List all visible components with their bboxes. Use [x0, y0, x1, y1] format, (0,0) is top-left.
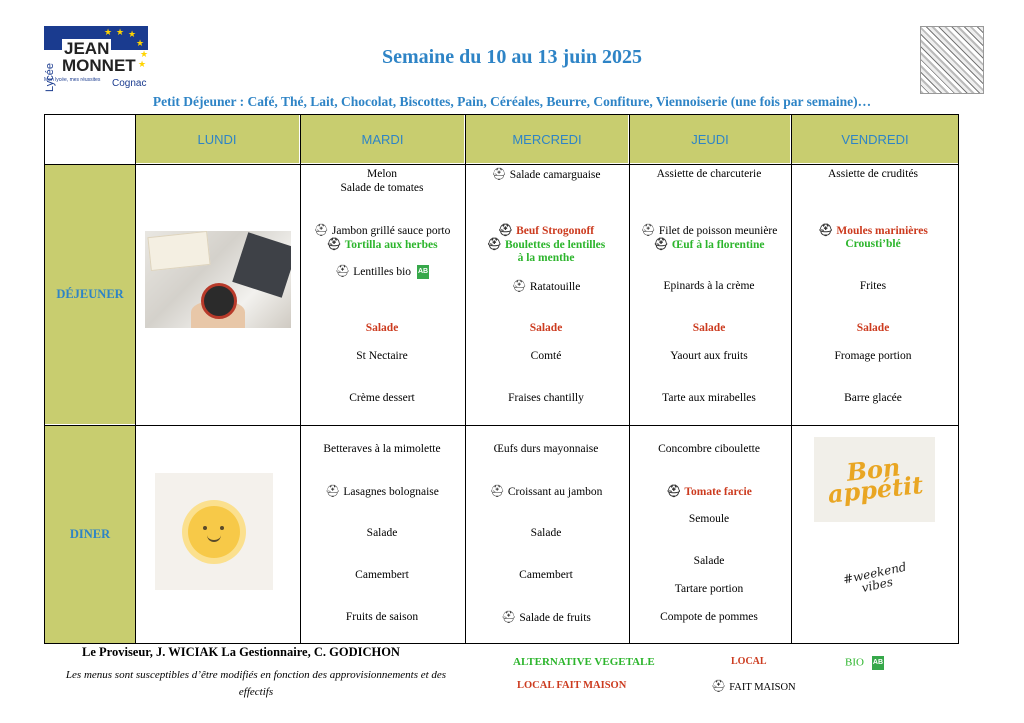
menu-item-local: Salade — [856, 322, 890, 334]
chef-hat-icon: ⛑ — [497, 223, 514, 237]
menu-item: Barre glacée — [844, 392, 902, 404]
star-icon: ★ — [138, 60, 147, 70]
sun-icon — [188, 506, 240, 558]
day-header-lundi: LUNDI — [135, 115, 299, 163]
chef-hat-icon: ⛑ — [711, 679, 727, 693]
menu-item: ⛑ Salade camarguaise — [491, 167, 601, 181]
menu-item: ⛑ Croissant au jambon — [489, 484, 603, 498]
menu-item: Fraises chantilly — [508, 392, 584, 404]
day-header-vendredi: VENDREDI — [792, 115, 958, 163]
signature-line: Le Proviseur, J. WICIAK La Gestionnaire, C. GODICHON — [82, 645, 400, 659]
legend-fait-maison: ⛑ FAIT MAISON — [711, 679, 796, 693]
divider — [45, 425, 958, 426]
menu-item: Compote de pommes — [660, 611, 758, 623]
chef-hat-icon: ⛑ — [326, 237, 342, 251]
menu-item: Frites — [859, 280, 887, 292]
bio-label-icon: AB — [417, 265, 429, 279]
row-label-dinner: DINER — [45, 426, 135, 643]
menu-item: ⛑ Ratatouille — [511, 279, 581, 293]
row-label-lunch: DÉJEUNER — [45, 165, 135, 424]
menu-item: ⛑ Filet de poisson meunière — [640, 223, 778, 237]
menu-item: Assiette de charcuterie — [656, 168, 762, 180]
word-cloud-thumbnail — [920, 26, 984, 94]
sun-eye — [203, 526, 207, 530]
menu-item-vegetal: ⛑ Boulettes de lentilles — [486, 237, 606, 251]
logo-vertical-text: Lycée — [44, 63, 56, 92]
menu-item: ⛑ Jambon grillé sauce porto — [313, 223, 451, 237]
sun-illustration — [155, 473, 273, 590]
weekend-vibes-image: #weekend vibes — [841, 559, 908, 595]
menu-item: Camembert — [355, 569, 409, 581]
logo-tagline: Mon lycée, mes réussites — [44, 77, 101, 83]
menu-item: Melon — [366, 168, 398, 180]
chef-hat-icon: ⛑ — [313, 223, 329, 237]
chef-hat-icon: ⛑ — [486, 237, 502, 251]
menu-item: Comté — [530, 350, 562, 362]
divider — [45, 164, 958, 165]
logo-line1: JEAN — [64, 39, 110, 58]
divider — [135, 115, 136, 643]
legend-local-fait-maison: LOCAL FAIT MAISON — [517, 680, 627, 691]
chef-hat-icon: ⛑ — [334, 264, 351, 278]
sun-eye — [220, 526, 224, 530]
chef-hat-icon: ⛑ — [511, 279, 527, 293]
bio-label-icon: AB — [872, 656, 884, 670]
menu-item: Betteraves à la mimolette — [323, 443, 441, 455]
divider — [791, 115, 792, 643]
menu-item: St Nectaire — [356, 350, 408, 362]
menu-item: Crème dessert — [349, 392, 415, 404]
chef-hat-icon: ⛑ — [491, 167, 507, 181]
legend-bio: BIO AB — [845, 656, 884, 669]
chef-hat-icon: ⛑ — [640, 223, 656, 237]
page-title: Semaine du 10 au 13 juin 2025 — [381, 46, 643, 68]
chef-hat-icon: ⛑ — [653, 237, 669, 251]
bon-appetit-image: Bon appétit — [814, 437, 935, 522]
breakfast-line: Petit Déjeuner : Café, Thé, Lait, Chocolat, Biscottes, Pain, Céréales, Beurre, Confiture, Viennoiserie (une fois par semaine)… — [152, 94, 872, 109]
menu-item: ⛑ Lasagnes bolognaise — [325, 484, 439, 498]
menu-item: Semoule — [688, 513, 730, 525]
menu-item-vegetal: ⛑ Œuf à la florentine — [653, 237, 765, 251]
menu-item-local: Salade — [692, 322, 726, 334]
laptop-shape — [232, 232, 291, 298]
menu-item: Tarte aux mirabelles — [662, 392, 756, 404]
menu-item-bio: ⛑ Lentilles bio AB — [334, 264, 429, 278]
star-icon: ★ — [136, 39, 145, 49]
star-icon: ★ — [116, 28, 125, 38]
legend-local: LOCAL — [731, 656, 767, 667]
star-icon: ★ — [140, 50, 149, 60]
menu-item-local: ⛑ Beuf Strogonoff — [497, 223, 595, 237]
menu-item: ⛑ Salade de fruits — [501, 610, 591, 624]
divider — [300, 115, 301, 643]
menu-item: Concombre ciboulette — [658, 443, 760, 455]
menu-item: Œufs durs mayonnaise — [493, 443, 599, 455]
menu-item: Yaourt aux fruits — [670, 350, 748, 362]
disclaimer-note: Les menus sont susceptibles d’être modifiés en fonction des approvisionnements et des effectifs — [65, 669, 447, 698]
legend-vegetal: ALTERNATIVE VEGETALE — [513, 656, 655, 668]
menu-item: Assiette de crudités — [827, 168, 919, 180]
menu-item-vegetal: à la menthe — [517, 252, 575, 264]
star-icon: ★ — [104, 28, 113, 38]
logo-line2: MONNET — [62, 56, 136, 75]
breakfast-coffee-photo — [145, 231, 291, 328]
mug-shape — [201, 283, 237, 319]
sun-smile — [207, 533, 221, 542]
chef-hat-icon: ⛑ — [818, 223, 834, 237]
divider — [465, 115, 466, 643]
menu-item-local: Salade — [365, 322, 399, 334]
menu-item: Salade — [530, 527, 562, 539]
menu-item: Fruits de saison — [345, 611, 419, 623]
chef-hat-icon: ⛑ — [489, 484, 505, 498]
chef-hat-icon: ⛑ — [501, 610, 517, 624]
menu-item: Salade — [693, 555, 725, 567]
chef-hat-icon: ⛑ — [325, 484, 341, 498]
logo-city: Cognac — [112, 78, 147, 89]
menu-item-local: ⛑ Tomate farcie — [666, 484, 752, 498]
star-icon: ★ — [128, 30, 137, 40]
menu-item-vegetal: Crousti’blé — [845, 238, 901, 250]
day-header-mardi: MARDI — [301, 115, 464, 163]
menu-item: Fromage portion — [834, 350, 912, 362]
menu-item: Salade — [366, 527, 398, 539]
book-shape — [147, 231, 210, 271]
menu-item-local: Salade — [529, 322, 563, 334]
menu-item: Camembert — [519, 569, 573, 581]
menu-item: Epinards à la crème — [663, 280, 755, 292]
menu-item: Salade de tomates — [340, 182, 424, 194]
day-header-jeudi: JEUDI — [630, 115, 790, 163]
day-header-mercredi: MERCREDI — [466, 115, 628, 163]
menu-item-vegetal: ⛑ Tortilla aux herbes — [326, 237, 438, 251]
menu-item: Tartare portion — [674, 583, 744, 595]
menu-item-local: ⛑ Moules marinières — [818, 223, 928, 237]
chef-hat-icon: ⛑ — [666, 484, 682, 498]
